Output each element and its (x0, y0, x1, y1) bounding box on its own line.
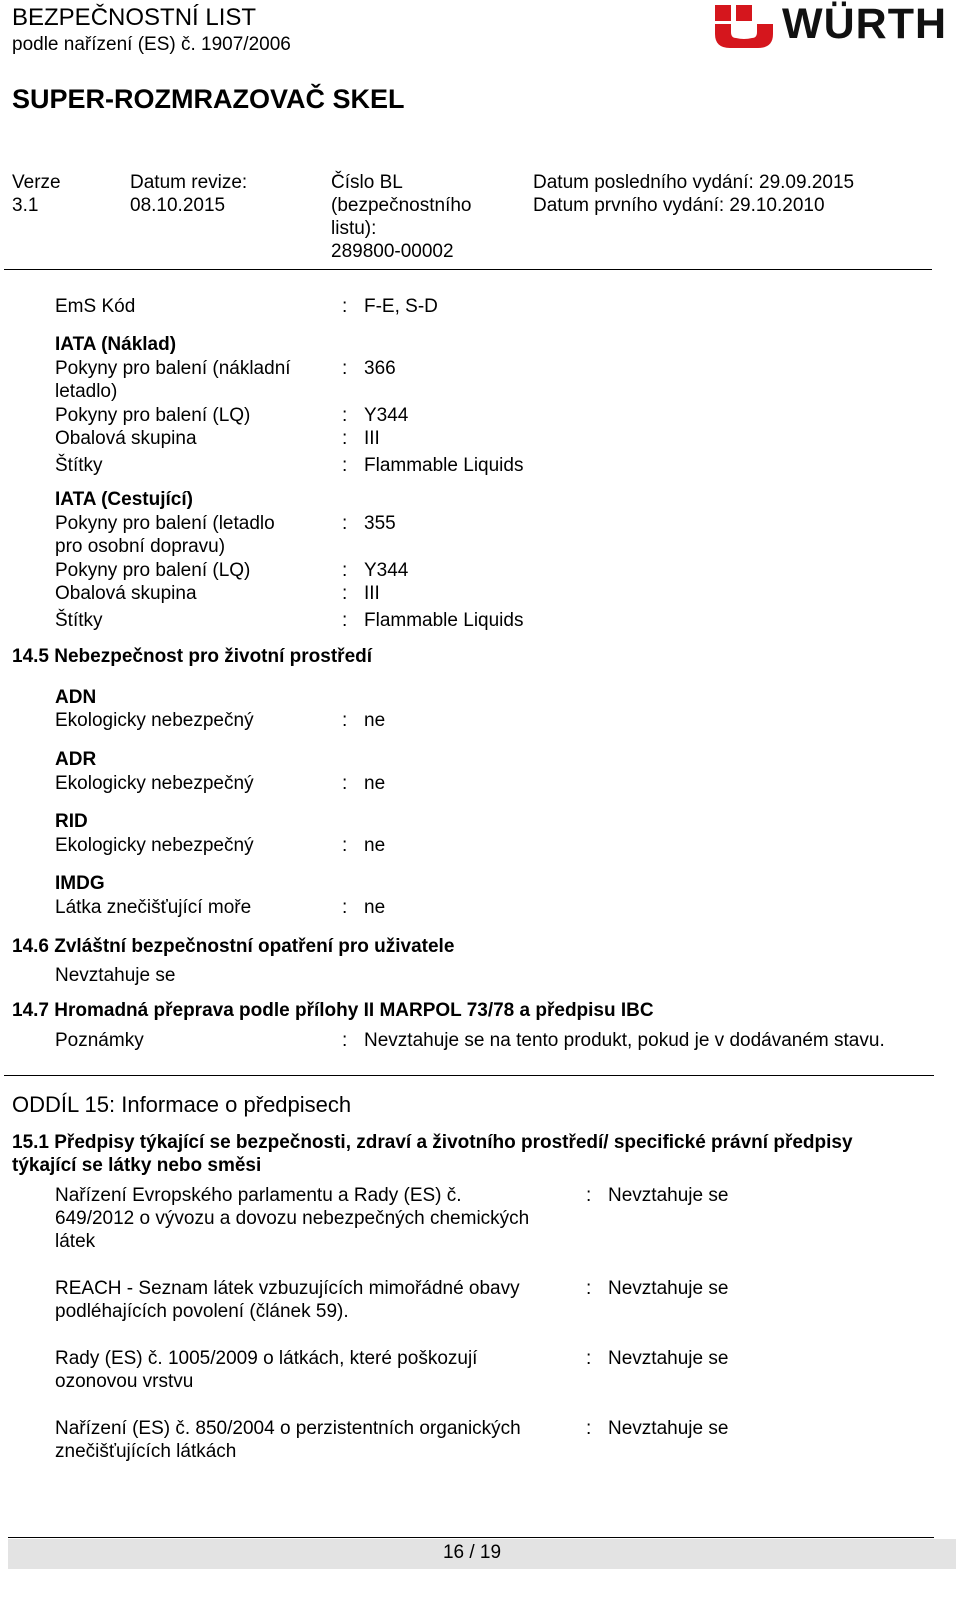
colon: : (586, 1278, 592, 1299)
colon: : (342, 560, 348, 581)
colon: : (342, 358, 348, 379)
colon: : (586, 1185, 592, 1206)
colon: : (342, 710, 348, 731)
regulation-text: 649/2012 o vývozu a dovozu nebezpečných chemických (55, 1208, 530, 1229)
colon: : (586, 1418, 592, 1439)
version-label: Verze (12, 172, 61, 193)
regulation-value: Nevztahuje se (608, 1348, 729, 1369)
wurth-logo (714, 2, 946, 52)
ems-value: F-E, S-D (364, 296, 438, 317)
section-divider (4, 1075, 934, 1076)
passenger-packing-label: pro osobní dopravu) (55, 536, 226, 557)
imdg-value: ne (364, 897, 386, 918)
ems-label: EmS Kód (55, 296, 136, 317)
colon: : (342, 897, 348, 918)
regulation-text: znečišťujících látkách (55, 1441, 237, 1462)
section-15-heading: ODDÍL 15: Informace o předpisech (12, 1092, 352, 1117)
regulation-text: Nařízení Evropského parlamentu a Rady (ES) č. (55, 1185, 462, 1206)
colon: : (586, 1348, 592, 1369)
sds-number-label: Číslo BL (331, 172, 403, 193)
passenger-labels-label: Štítky (55, 610, 103, 631)
remarks-value: Nevztahuje se na tento produkt, pokud je v dodávaném stavu. (364, 1030, 885, 1051)
regulation-text: ozonovou vrstvu (55, 1371, 194, 1392)
regulation-subtitle: podle nařízení (ES) č. 1907/2006 (12, 34, 291, 55)
last-issue-date: Datum posledního vydání: 29.09.2015 (533, 172, 855, 193)
sds-number-label: (bezpečnostního (331, 195, 472, 216)
cargo-labels-value: Flammable Liquids (364, 455, 524, 476)
adr-heading: ADR (55, 749, 97, 770)
cargo-packing-value: 366 (364, 358, 396, 379)
colon: : (342, 773, 348, 794)
version-value: 3.1 (12, 195, 39, 216)
remarks-label: Poznámky (55, 1030, 144, 1051)
regulation-text: podléhajících povolení (článek 59). (55, 1301, 349, 1322)
revision-label: Datum revize: (130, 172, 248, 193)
passenger-lq-label: Pokyny pro balení (LQ) (55, 560, 251, 581)
regulation-text: REACH - Seznam látek vzbuzujících mimořádné obavy (55, 1278, 520, 1299)
special-precautions-text: Nevztahuje se (55, 965, 176, 986)
colon: : (342, 1030, 348, 1051)
regulation-text: látek (55, 1231, 96, 1252)
wurth-logo-icon (714, 2, 774, 50)
imdg-label: Látka znečišťující moře (55, 897, 252, 918)
cargo-packing-label: letadlo) (55, 381, 118, 402)
passenger-group-label: Obalová skupina (55, 583, 197, 604)
rid-value: ne (364, 835, 386, 856)
adr-label: Ekologicky nebezpečný (55, 773, 254, 794)
product-name: SUPER-ROZMRAZOVAČ SKEL (12, 84, 405, 114)
colon: : (342, 428, 348, 449)
rid-heading: RID (55, 811, 88, 832)
cargo-group-label: Obalová skupina (55, 428, 197, 449)
revision-value: 08.10.2015 (130, 195, 226, 216)
adr-value: ne (364, 773, 386, 794)
sds-number-label: listu): (331, 218, 377, 239)
passenger-packing-label: Pokyny pro balení (letadlo (55, 513, 275, 534)
colon: : (342, 610, 348, 631)
colon: : (342, 835, 348, 856)
header-divider (4, 269, 932, 270)
regulation-text: Rady (ES) č. 1005/2009 o látkách, které poškozují (55, 1348, 478, 1369)
document-title: BEZPEČNOSTNÍ LIST (12, 4, 257, 31)
cargo-labels-label: Štítky (55, 455, 103, 476)
colon: : (342, 405, 348, 426)
special-precautions-heading: 14.6 Zvláštní bezpečnostní opatření pro uživatele (12, 936, 455, 957)
brand-wordmark: WÜRTH (782, 0, 948, 48)
env-hazards-heading: 14.5 Nebezpečnost pro životní prostředí (12, 646, 373, 667)
passenger-lq-value: Y344 (364, 560, 409, 581)
passenger-labels-value: Flammable Liquids (364, 610, 524, 631)
section-15-1-heading: týkající se látky nebo směsi (12, 1155, 262, 1176)
iata-cargo-heading: IATA (Náklad) (55, 334, 177, 355)
page-number: 16 / 19 (442, 1542, 502, 1563)
adn-value: ne (364, 710, 386, 731)
colon: : (342, 583, 348, 604)
colon: : (342, 296, 348, 317)
adn-heading: ADN (55, 687, 97, 708)
rid-label: Ekologicky nebezpečný (55, 835, 254, 856)
cargo-lq-value: Y344 (364, 405, 409, 426)
adn-label: Ekologicky nebezpečný (55, 710, 254, 731)
footer-divider (8, 1537, 934, 1538)
iata-passenger-heading: IATA (Cestující) (55, 489, 193, 510)
cargo-packing-label: Pokyny pro balení (nákladní (55, 358, 291, 379)
passenger-packing-value: 355 (364, 513, 396, 534)
passenger-group-value: III (364, 583, 380, 604)
regulation-text: Nařízení (ES) č. 850/2004 o perzistentních organických (55, 1418, 521, 1439)
regulation-value: Nevztahuje se (608, 1185, 729, 1206)
regulation-value: Nevztahuje se (608, 1278, 729, 1299)
colon: : (342, 455, 348, 476)
cargo-group-value: III (364, 428, 380, 449)
imdg-heading: IMDG (55, 873, 105, 894)
cargo-lq-label: Pokyny pro balení (LQ) (55, 405, 251, 426)
bulk-transport-heading: 14.7 Hromadná přeprava podle přílohy II MARPOL 73/78 a předpisu IBC (12, 1000, 654, 1021)
first-issue-date: Datum prvního vydání: 29.10.2010 (533, 195, 825, 216)
sds-number-value: 289800-00002 (331, 241, 454, 262)
colon: : (342, 513, 348, 534)
section-15-1-heading: 15.1 Předpisy týkající se bezpečnosti, zdraví a životního prostředí/ specifické právní předpisy (12, 1132, 853, 1153)
regulation-value: Nevztahuje se (608, 1418, 729, 1439)
